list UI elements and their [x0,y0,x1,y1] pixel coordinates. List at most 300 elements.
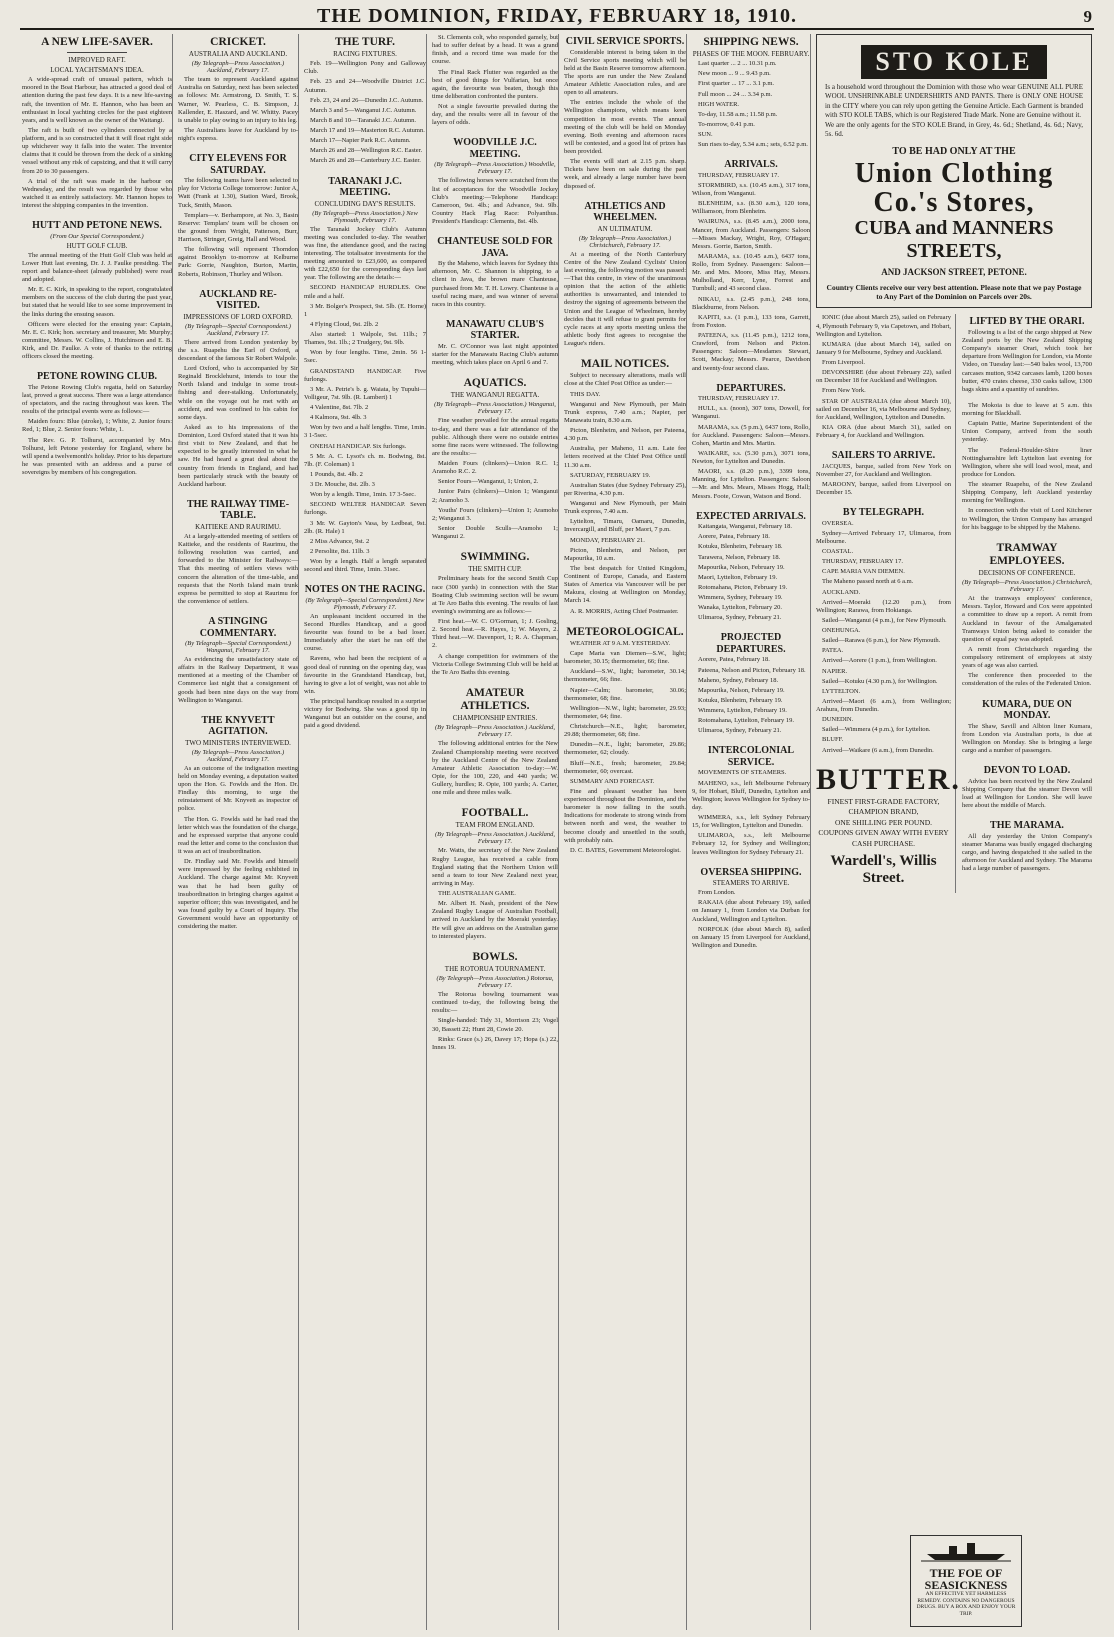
paragraph: Captain Pattie, Marine Superintendent of the Union Company, arrived from the south yesterday. [962,420,1092,444]
article-heading: TARANAKI J.C. MEETING. [328,175,402,199]
butter-line: ONE SHILLING PER POUND. [834,817,933,827]
paragraph: DUNEDIN. [822,716,854,724]
seasickness-text: AN EFFECTIVE YET HARMLESS REMEDY. CONTAINS NO DANGEROUS DRUGS. BUY A BOX AND ENJOY YOUR TRIP. [916,1591,1016,1617]
article-racing-notes [304,582,426,732]
paragraph: Maori, Lyttelton, February 19. [698,573,778,581]
article-body [178,177,298,279]
paragraph: LYTTELTON. [822,687,861,695]
paragraph: Wanganui and New Plymouth, per Main Trunk express, 7.40 a.m.; Napier, per Manawatu train, 8.30 a.m. [564,400,686,424]
paragraph: Sailed—Rarawa (6 p.m.), for New Plymouth. [822,637,941,645]
paragraph: THURSDAY, FEBRUARY 17. [822,558,904,566]
race-line: Won by two and a half lengths. Time, 1min. 3 1-5sec. [304,424,426,440]
article-credit: (By Telegraph—Press Association.) Auckland, February 17. [434,724,556,739]
article-heading: TRAMWAY EMPLOYEES. [989,541,1065,567]
paragraph: DEVONSHIRE (due about February 22), sailed on December 18 for Auckland and Wellington. [816,369,951,385]
butter-line: COUPONS GIVEN AWAY WITH EVERY CASH PURCHASE. [818,828,949,848]
paragraph: The Federal-Houlder-Shire liner Nottinghamshire left Lyttelton last evening for Wellington, where she will load wool, meat, and produce for London. [962,446,1092,478]
article-subheading: TWO MINISTERS INTERVIEWED. [185,738,291,747]
article-body [962,778,1092,811]
paragraph: Kotuku, Blenheim, February 18. [698,543,783,551]
article-credit: (By Telegraph—Press Association.) Wanganui, February 17. [434,401,556,416]
article-body [692,889,810,950]
article-body [304,226,426,575]
paragraph: KAPITI, s.s. (1 p.m.), 133 tons, Garrett, from Foxton. [692,313,810,329]
paragraph: OVERSEA. [822,519,854,527]
article-body [432,343,558,367]
paragraph: Tarawera, Nelson, February 18. [698,553,781,561]
paragraph: A change competition for swimmers of the Victoria College Swimming Club will be held at the Te Aro Baths this evening. [432,652,558,676]
paragraph: The team to represent Auckland against Australia on Saturday, next has been selected as follows: Mr. Armstrong, D. Smith, T. S. Warner, W. Pearless, C. B. Simpson, J. Kallender, E. Haszard, and W. Whitty. Pacey is unable to play owing to an injury to his leg. [178,76,298,124]
paragraph: At a largely-attended meeting of settlers of Kaitieke, and the residents of Raurimu, the following resolution was carried, and forwarded to the Minister for Railways:—That this meeting of settlers views with concern the alteration of the time-table, and requests that the North Island main trunk express be permitted to stop at Raurimu for the convenience of settlers. [178,532,298,605]
shipping-left-column [816,314,961,893]
race-line: 1 Pounds, 8st. 4lb. 2 [310,470,363,478]
store-branch: AND JACKSON STREET, PETONE. [881,267,1027,278]
paragraph: Junior Pairs (clinkers)—Union 1; Wanganui 2; Aramoho 3. [432,488,558,504]
article-kumara [962,697,1092,758]
article-body [22,76,172,210]
article-aquatics [432,375,558,543]
paragraph: Templars—v. Berhampore, at No. 3, Basin Reserve: Templars' team will be chosen on the ground from Wright, Patterson, Burr, Harrison, Stringer, Greig, Hall and Wood. [178,211,298,244]
paragraph: HULL, s.s. (noon), 307 tons, Dowell, for Wanganui. [692,405,810,421]
article-shipping-notes [962,402,1092,534]
article-body [432,991,558,1052]
paragraph: Maheno, Sydney, February 18. [698,676,779,684]
article-heading: DEVON TO LOAD. [983,765,1071,777]
paragraph: Maiden fours: Blue (stroke), 1; White, 2. Junior fours: Red, 1; Blue, 2. Senior fours: White, 1. [22,418,172,434]
paragraph: All day yesterday the Union Company's steamer Marama was busily engaged discharging cargo, and having despatched it she sailed in the afternoon for Auckland and Sydney. The Marama had a large number of passengers. [962,832,1092,873]
article-woodville [432,135,558,228]
article-projected-departures [692,630,810,737]
article-subheading: CHAMPIONSHIP ENTRIES. [452,714,538,723]
article-body [432,847,558,940]
article-body [962,833,1092,874]
paragraph: Bluff—N.E., fresh; barometer, 29.84; thermometer, 60; overcast. [564,759,686,775]
race-line: ONEHAI HANDICAP. Six furlongs. [310,442,407,450]
article-railway-timetable [178,497,298,608]
race-line: 3 Mr. W. Gayton's Vasa, by Ledbeat, 9st. 2lb. (R. Hale) 1 [304,519,426,535]
paragraph: STORMBIRD, s.s. (10.45 a.m.), 317 tons, Wilson, from Wanganui. [692,181,810,198]
paragraph: Rinks: Grace (s.) 26, Davey 17; Hopa (s.) 22, Innes 19. [432,1035,558,1051]
article-body [564,251,686,349]
article-body [816,520,951,755]
paragraph: Napier—Calm; barometer, 30.06; thermometer, 68; fine. [564,686,686,702]
article-body [962,723,1092,756]
fixture-line: Feb. 23, 24 and 26—Dunedin J.C. Autumn. [310,96,424,104]
paragraph: Sailed—Wanganui (4 p.m.), for New Plymouth. [822,616,947,624]
article-city-elevens [178,151,298,281]
paragraph: Arrived—Moeraki (12.20 p.m.), from Wellington; Rarawa, from Hokianga. [816,598,951,614]
article-heading: OVERSEA SHIPPING. [700,866,802,878]
article-subheading: IMPRESSIONS OF LORD OXFORD. [183,312,293,321]
paragraph: Lyttelton, Timaru, Oamaru, Dunedin, Invercargill, and Bluff, per Maori, 7 p.m. [564,518,686,534]
paragraph: The following teams have been selected to play for Victoria College tomorrow: Junior A, Watt (Frank at 1.30), Station Ward, Brook, Tuck, Smith, Mason. [178,177,298,209]
paragraph: MARAMA, s.s. (5 p.m.), 6437 tons, Rollo, for Auckland. Passengers: Saloon—Messrs. Cohen, Martin and Mrs. Martin. [692,423,810,447]
paragraph: NIKAU, s.s. (2.45 p.m.), 248 tons, Blackburne, from Nelson. [692,295,810,311]
paragraph: Pateena, Nelson and Picton, February 18. [698,666,806,674]
paragraph: Auckland—S.W., light; barometer, 30.14; thermometer, 66; fine. [564,668,686,684]
article-mail-notices [564,356,686,618]
race-line: SECOND HANDICAP HURDLES. One mile and a half. [304,284,426,300]
article-heading: ATHLETICS AND WHEELMEN. [584,200,666,224]
article-heading: INTERCOLONIAL SERVICE. [707,745,795,768]
paragraph: Mr. C. O'Connor was last night appointed starter for the Manawatu Racing Club's autumn meeting, which takes place on April 6 and 7. [432,342,558,367]
newspaper-title: THE DOMINION, FRIDAY, FEBRUARY 18, 1910. [317,5,797,27]
article-subheading: AN ULTIMATUM. [597,224,653,233]
article-heading: CRICKET. [210,36,266,48]
article-body [692,60,810,149]
paragraph: THURSDAY, FEBRUARY 17. [698,395,780,403]
article-taranaki-meeting [304,174,426,577]
article-heading: FOOTBALL. [461,807,529,820]
paragraph: Wanganui and New Plymouth, per Main Trunk express, 7.40 a.m. [564,500,686,516]
paragraph: Ulimaroa, Sydney, February 21. [698,614,782,622]
paragraph: The Petone Rowing Club's regatta, held on Saturday last, proved a great success. There was a large attendance of spectators, and the racing throughout was keen. The results of the principal events were as follows:— [22,383,172,416]
article-petone-rowing [22,369,172,479]
paragraph: The events will start at 2.15 p.m. sharp. Tickets have been on sale during the past week, and already a large number have been disposed of. [564,158,686,190]
column-6 [692,34,811,1630]
paragraph: The steamer Ruapehu, of the New Zealand Shipping Company, left Auckland yesterday morning for Wellington. [962,481,1092,505]
butter-advertisement [816,762,961,888]
race-line: 3 Mr. A. Petrie's b. g. Waiata, by Tupuhi—Volligeur, 7st. 9lb. (R. Lambert) 1 [304,385,426,401]
paragraph: Considerable interest is being taken in the Civil Service sports meeting which will be held at the Basin Reserve tomorrow afternoon. The sports are run under the New Zealand Amateur Athletic Association rules, and are open to all amateurs. [564,48,686,97]
paragraph: Sailed—Kotuku (4.30 p.m.), for Wellington. [822,677,938,685]
column-1 [22,34,173,1630]
article-by-telegraph [816,505,951,757]
paragraph: Fine weather prevailed for the annual regatta to-day, and there was a fair attendance of the public. Although there were no outside entries some fine races were witnessed. The following are the results:— [432,417,558,457]
article-meteorological [564,624,686,857]
paragraph: Maiden Fours (clinkers)—Union R.C. 1; Aramoho R.C. 2. [432,460,558,476]
article-subheading: LOCAL YACHTSMAN'S IDEA. [50,66,144,75]
sto-kole-advertisement [816,34,1092,308]
paragraph: The Mokoia is due to leave at 5 a.m. this morning for Blackball. [962,401,1092,418]
article-civil-service-sports [564,34,686,193]
paragraph: Kaitangata, Wanganui, February 18. [698,523,792,531]
article-life-saver [22,34,172,212]
paragraph: Sun rises to-day, 5.34 a.m.; sets, 6.52 p.m. [698,141,808,149]
paragraph: Arrived—Waikare (6 a.m.), from Dunedin. [822,746,934,754]
article-subheading: IMPROVED RAFT. [68,56,126,65]
fixture-line: March 17 and 19—Masterton R.C. Autumn. [310,127,425,135]
article-credit: (By Telegraph—Press Association.) New Plymouth, February 17. [312,209,418,224]
article-credit: (By Telegraph—Special Correspondent.) Wanganui, February 17. [185,640,291,655]
paragraph: NORFOLK (due about March 8), sailed on January 15 from Liverpool for Auckland, Wellington and Dunedin. [692,925,810,949]
article-body [432,260,558,309]
ship-icon [921,1538,1011,1562]
fixture-line: March 3 and 5—Wanganui J.C. Autumn. [310,106,417,114]
paragraph: Senior Fours—Wanganui, 1; Union, 2. [438,478,539,486]
paragraph: The Rotorua bowling tournament was continued to-day, the following being the results:— [432,991,558,1015]
paragraph: Kotuku, Blenheim, February 19. [698,696,783,704]
article-credit: (By Telegraph—Press Association.) Auckland, February 17. [191,60,285,75]
paragraph: CAPE MARIA VAN DIEMEN. [822,568,905,576]
article-heading: THE TURF. [334,36,396,48]
paragraph: PATEA. [822,647,844,655]
paragraph: THIS DAY. [570,390,601,398]
paragraph: MAHENO, s.s., left Melbourne February 9, for Hobart, Bluff, Dunedin, Lyttelton and Wellington; leaves Wellington for Sydney to-day. [692,779,810,811]
paragraph: Mapourika, Nelson, February 19. [698,686,785,694]
article-credit: (By Telegraph—Special Correspondent.) Auckland, February 17. [185,322,291,337]
article-body [178,656,298,705]
paragraph: ONEHUNGA. [822,627,861,635]
article-heading: BOWLS. [472,950,518,963]
paragraph: Full moon ... 24 ... 3.34 p.m. [698,90,773,98]
paragraph: SUMMARY AND FORECAST. [570,777,655,785]
race-line: 4 Kalmora, 9st. 4lb. 3 [310,414,367,422]
article-body [22,252,172,362]
column-7 [816,34,1092,1630]
article-heading: MANAWATU CLUB'S STARTER. [446,318,544,342]
article-credit: (By Telegraph—Press Association.) Auckland, February 17. [191,748,285,763]
article-body [692,656,810,735]
paragraph: Single-handed: Tidy 31, Morrison 23; Vogel 30, Bassett 22; Hunt 28, Cowie 20. [432,1017,558,1033]
paragraph: Arrived—Aorere (1 p.m.), from Wellington. [822,657,937,665]
article-heading: KUMARA, DUE ON MONDAY. [982,698,1072,722]
paragraph: Fine and pleasant weather has been experienced throughout the Dominion, and the barometer is now falling in the south. Indications for moderate to strong winds from between north and west, the weather to become cloudy and unsettled in the south, with probably rain. [564,787,686,844]
article-body [432,417,558,541]
butter-line: CHAMPION BRAND, [848,807,919,817]
masthead [20,4,1094,30]
article-body [178,533,298,606]
article-heading: MAIL NOTICES. [580,358,670,371]
ad-footnote: Country Clients receive our very best attention. Please note that we pay Postage to Any Part of the Dominion on Parcels over 20s. [826,283,1082,302]
divider [67,52,127,53]
article-body [432,740,558,797]
article-credit: (By Telegraph—Special Correspondent.) New Plymouth, February 17. [305,596,425,611]
article-body [22,384,172,477]
sto-kole-logo: STO KOLE [861,45,1046,79]
race-line: SECOND WELTER HANDICAP. Seven furlongs. [304,501,426,517]
article-stinging-commentary [178,614,298,707]
ad-text: TO BE HAD ONLY AT THE [892,145,1016,157]
paragraph: There arrived from London yesterday by the s.s. Ruapehu the Earl of Oxford, a descendant of the famous Sir Robert Walpole. [178,338,298,362]
paragraph: Subject to necessary alterations, mails will close at the Chief Post Office as under:— [564,372,686,388]
article-body [432,177,558,226]
paragraph: Sailed—Wimmera (4 p.m.), for Lyttelton. [822,726,931,734]
paragraph: Senior Double Sculls—Aramoho 1; Wanganui 2. [432,524,558,541]
paragraph: Mr. E. C. Kirk, in speaking to the report, congratulated members on the success of the club during the past year, but stated that he would like to see some improvement in the links during the ensuing season. [22,286,172,318]
paragraph: By the Maheno, which leaves for Sydney this afternoon, Mr. C. Shannon is shipping, to a client in Java, the brown mare Chanteuse, purchased from Mr. T. H. Lowry. Chanteuse is a useful racing mare, and was winner of several races in this country. [432,260,558,308]
paragraph: The conference then proceeded to the consideration of the rules of the Federated Union. [962,672,1092,688]
store-name: Union Clothing Co.'s Stores, [854,157,1054,219]
article-heading: BY TELEGRAPH. [842,507,925,519]
article-subheading: THE SMITH CUP. [468,565,522,574]
article-subheading: TEAM FROM ENGLAND. [455,821,535,830]
paragraph: Picton, Blenheim, and Nelson, per Mapourika, 10 a.m. [564,546,686,562]
article-orari [962,314,1092,396]
article-intercolonial-service [692,743,810,858]
paragraph: THE AUSTRALIAN GAME. [438,890,516,898]
paragraph: St. Clements colt, who responded gamely, but had to suffer defeat by a head. It was a grand finish, and a record time was made for the course. [432,34,558,66]
article-heading: EXPECTED ARRIVALS. [696,510,806,522]
paragraph: STAR OF AUSTRALIA (due about March 10), sailed on December 16, via Melbourne and Sydney, for Auckland, Wellington, Lyttelton and Dunedin. [816,397,951,421]
paragraph: Ravens, who had been the recipient of a good deal of running on the opening day, was favourite in the Grandstand Handicap, but, having to give a lot of weight, was not able to win. [304,655,426,695]
article-heading: SHIPPING NEWS. [703,36,799,48]
fixture-line: Feb. 19—Wellington Pony and Galloway Club. [304,60,426,76]
paragraph: Arrived—Maori (6 a.m.), from Wellington; Arahura, from Dunedin. [816,697,951,714]
paragraph: COASTAL. [822,548,854,556]
article-heading: THE MARAMA. [990,820,1064,832]
article-bowls [432,949,558,1054]
paragraph: First heat.—W. C. O'Gorman, 1; J. Gosling, 2. Second heat.—R. Hayes, 1; W. Mayers, 2. Third heat.—W. Davenport, 1; R. A. Chapman, 2. [432,618,558,650]
article-heading: DEPARTURES. [716,382,786,394]
article-heading: CIVIL SERVICE SPORTS. [565,36,685,47]
article-manawatu [432,317,558,369]
column-2 [178,34,299,1630]
article-credit: (By Telegraph—Press Association.) Woodville, February 17. [434,161,556,176]
paragraph: Wellington—N.W., light; barometer, 29.93; thermometer, 64; fine. [564,704,686,720]
article-body [692,172,810,373]
paragraph: MAORI, s.s. (8.20 p.m.), 3399 tons, Manning, for Lyttelton. Passengers: Saloon—Mr. and Mrs. Mears, Misses Hogg, Hall; Messrs. Foote, Cowan, Watson and Bond. [692,468,810,500]
article-credit: (By Telegraph—Press Association.) Christchurch, February 17. [962,579,1092,594]
paragraph: JACQUES, barque, sailed from New York on November 27, for Auckland and Wellington. [816,462,951,478]
column-3 [304,34,427,1630]
paragraph: WEATHER AT 9 A.M. YESTERDAY. [570,639,671,647]
paragraph: Not a single favourite prevailed during the day, and the results were all in favour of the layers of odds. [432,103,558,127]
paragraph: Dr. Findlay said Mr. Fowlds and himself were impressed by the feeling exhibited in Auckland. The charge against Mr. Knyvett was that he had been guilty of insubordination in bringing charges against a superior officer; this was investigated, and he was found guilty by a Court of Inquiry. The Government would have an opportunity of considering the matter. [178,858,298,931]
paragraph: MOVEMENTS OF STEAMERS. [698,769,787,777]
paragraph: In connection with the visit of Lord Kitchener to Wellington, the Union Company has arranged for his baggage to be shipped by the Maheno. [962,507,1092,531]
race-line: 4 Valentine, 8st. 7lb. 2 [310,404,369,412]
race-line: 5 Mr. A. C. Lysot's ch. m. Bodwing, 8st. 7lb. (F. Coleman) 1 [304,452,426,468]
paragraph: To-day, 11.58 a.m.; 11.58 p.m. [698,110,778,118]
paragraph: Preliminary heats for the second Smith Cup race (300 yards) in connection with the Star Boating Club swimming section will be swum at Te Aro Baths this evening. The results of last evening's swimming are as follows:— [432,575,558,615]
article-auckland-revisited [178,287,298,491]
article-turf [304,34,426,168]
paragraph: From London. [698,889,736,897]
article-body [692,769,810,856]
race-line: GRANDSTAND HANDICAP. Five furlongs. [304,367,426,383]
paragraph: Lord Oxford, who is accompanied by Sir Reginald Brocklehurst, intends to tour the North Island and indulge in some trout-fishing and deer-stalking. Unfortunately, while on the voyage out he met with an accident, and was confined to his cabin for some days. [178,365,298,421]
column-4 [432,34,559,1630]
race-line: 3 Dr. Mouche, 8st. 2lb. 3 [310,481,375,489]
article-marama [962,818,1092,875]
butter-shop: Wardell's, Willis Street. [830,853,937,887]
paragraph: At a meeting of the North Canterbury Centre of the New Zealand Cyclists' Union last evening, the following motion was passed:—That this centre, in view of the unanimous opinion that the action of the athletic authorities is unwarranted, and intended to destroy the signing of agreements between the Union and the League of Wheelmen, hereby decides that it will refuse to grant permits for cycle races at any sports meeting unless the athletic body first agrees to recognise the League's riders. [564,250,686,347]
article-tramway-employees [962,540,1092,691]
paragraph: Wanaka, Lyttelton, February 20. [698,604,782,612]
paragraph: Christchurch—N.E., light; barometer, 29.88; thermometer, 68; fine. [564,723,686,739]
article-body [564,640,686,855]
article-heading: SWIMMING. [460,551,530,564]
paragraph: From New York. [822,387,866,395]
paragraph: BLENHEIM, s.s. (8.30 a.m.), 120 tons, Williamson, from Blenheim. [692,200,810,216]
fixture-line: March 26 and 28—Wellington R.C. Easter. [310,147,423,155]
paragraph: BLUFF. [822,736,844,744]
article-body [304,60,426,165]
article-body [178,76,298,143]
paragraph: Ulimaroa, Sydney, February 21. [698,727,782,735]
article-body [564,372,686,615]
article-heading: HUTT AND PETONE NEWS. [32,220,162,232]
paragraph: PATEENA, s.s. (11.45 p.m.), 1212 tons, Crawford, from Nelson and Picton. Passengers: Saloon—Mesdames Stewart, Scott, Mackay; Messrs. Pearce, Davidson and twenty-four second class. [692,332,810,372]
paragraph: MAROONY, barque, sailed from Liverpool on December 15. [816,480,951,497]
paragraph: Wimmera, Lyttelton, February 19. [698,707,787,715]
butter-line: FINEST FIRST-GRADE FACTORY, [827,796,940,806]
article-heading: SAILERS TO ARRIVE. [831,450,936,462]
paragraph: MARAMA, s.s. (10.45 a.m.), 6437 tons, Rollo, from Sydney. Passengers: Saloon—Mr. and Mrs. Moore, Miss Hay, Messrs. Mulholland, Kerr, Lyne, Forrest and Turnbull; and 43 second class. [692,252,810,293]
paragraph: New moon ... 9 ... 9.43 p.m. [698,70,771,78]
article-credit: (By Telegraph—Press Association.) Rotorua, February 17. [436,975,554,990]
article-body [178,339,298,489]
paragraph: Officers were elected for the ensuing year: Captain, Mr. E. C. Kirk; hon. secretary and treasurer, Mr. Murphy; committee, Messrs. W. Collins, J. Hutchinson and E. B. Kirk, and Dr. Faulke. A vote of thanks to the retiring officers closed the meeting. [22,320,172,361]
article-subheading: DECISIONS OF CONFERENCE. [978,569,1076,578]
article-heading: THE KNYVETT AGITATION. [201,714,275,738]
paragraph: A. R. MORRIS, Acting Chief Postmaster. [570,607,679,615]
article-subheading: AUSTRALIA AND AUCKLAND. [188,50,288,59]
ad-text: Is a household word throughout the Dominion with those who wear GENUINE ALL PURE WOOL UNSHRINKABLE UNDERSHIRTS AND PANTS. There is ONLY ONE HOUSE in the CITY where you can rely upon getting the Genuine Article. Each Garment is branded with STO KOLE TABS, which is our Registered Trade Mark. None are Genuine without it. [825,83,1083,120]
article-sailers [816,448,951,499]
article-heading: A STINGING COMMENTARY. [199,616,277,639]
paragraph: To-morrow, 0.41 p.m. [698,120,755,128]
fixture-line: March 26 and 28—Canterbury J.C. Easter. [310,157,421,165]
article-body [692,523,810,622]
article-heading: CITY ELEVENS FOR SATURDAY. [189,153,287,176]
seasickness-title: THE FOE OF SEASICKNESS [924,1566,1008,1592]
paragraph: The following horses were scratched from the list of acceptances for the Woodville Jockey Club's meeting:—Telephone Handicap: Cameroon, 9st. 4lb.; and Advance, 9st. 9lb. Country Hack Flag Race: Polyanthus. President's Handicap: Clements, 8st. 4lb. [432,177,558,225]
paragraph: The Final Rack Flutter was regarded as the best of good things for Vulfarian, but once again, the favourite was beaten, though this time deliberation confronted the punters. [432,68,558,100]
paragraph: Youths' Fours (clinkers)—Union 1; Aramoho 2; Wanganui 3. [432,506,558,522]
article-arrivals [692,157,810,374]
paragraph: The Taranaki Jockey Club's Autumn meeting was concluded to-day. The weather was fine, the attendance good, and the racing interesting. The totalisator investments for the meeting amounted to £23,600, as compared with £22,650 for the corresponding days last year. The following are the details:— [304,225,426,282]
paragraph: The following additional entries for the New Zealand Championship meeting were received by the Auckland Centre of the New Zealand Amateur Athletic Association to-day:—W. Opie, for the 100, 220, and 440 yards; W. Gullery, hurdles; R. Opie, 100 yards; A. Carter, one mile and three miles walk. [432,740,558,797]
paragraph: From Liverpool. [822,359,865,367]
paragraph: KIA ORA (due about March 31), sailed on February 4, for Auckland and Wellington. [816,423,951,440]
paragraph: Aorere, Patea, February 18. [698,533,770,541]
article-hutt-petone [22,218,172,363]
paragraph: KUMARA (due about March 14), sailed on January 9 for Melbourne, Sydney and Auckland. [816,340,951,356]
store-address: CUBA and MANNERS STREETS, [854,217,1054,263]
paragraph: Wimmera, Sydney, February 19. [698,594,783,602]
article-heading: PROJECTED DEPARTURES. [716,632,786,655]
paragraph: SUN. [698,131,713,139]
paragraph: The best despatch for United Kingdom, Continent of Europe, Canada, and Eastern States of America via Vancouver will be per Makura, closing at Wellington on Monday, March 14. [564,564,686,605]
article-heading: NOTES ON THE RACING. [304,584,426,596]
article-credit: (From Our Special Correspondent.) [50,232,144,240]
race-line: 3 Mr. Bolger's Prospect, 9st. 5lb. (E. Horne) 1 [304,302,426,318]
article-body [962,402,1092,532]
article-expected-arrivals [692,509,810,625]
paragraph: NAPIER. [822,667,848,675]
article-subheading: KAITIEKE AND RAURIMU. [195,522,281,531]
race-line: Also started: 1 Walpole, 9st. 11lb.; 7 Thames, 9st. 1lb.; 2 Trudgery, 9st. 9lb. [304,331,426,347]
race-line: 4 Flying Cloud, 9st. 2lb. 2 [310,320,379,328]
paragraph: HIGH WATER. [698,100,740,108]
paragraph: Rotomahana, Lyttelton, February 19. [698,717,795,725]
paragraph: The annual meeting of the Hutt Golf Club was held at Lower Hutt last evening, Dr. J. J. Faulke presiding. The report and balance-sheet (already published) were read and adopted. [22,251,172,284]
paragraph: An unpleasant incident occurred in the Second Hurdles Handicap, and a good favourite was found to be a bad loser. Immediately after the start he ran off the course. [304,612,426,653]
race-line: 2 Persolite, 8st. 11lb. 3 [310,547,370,555]
seasickness-advertisement [910,1535,1022,1627]
paragraph: The raft is built of two cylinders connected by a platform, and is so constructed that it will float right side up whichever way it falls into the water. The inventor claims that it could be thrown from the deck of a sinking vessel without any risk of capsizing, and that it will carry from 20 to 30 passengers. [22,126,172,175]
paragraph: The Shaw, Savill and Albion liner Kumara, from London via Australian ports, is due at Wellington on Monday. She is bringing a large cargo and a number of passengers. [962,722,1092,754]
paragraph: SATURDAY, FEBRUARY 19. [570,471,651,479]
paragraph: Last quarter ... 2 ... 10.31 p.m. [698,60,777,68]
article-devon [962,763,1092,812]
fixture-line: March 17—Napier Park R.C. Autumn. [310,137,411,145]
paragraph: A remit from Christchurch regarding the compulsory retirement of employees at sixty years of age was also carried. [962,645,1092,670]
article-heading: AMATEUR ATHLETICS. [460,686,530,713]
paragraph: Sydney—Arrived February 17, Ulimaroa, from Melbourne. [816,529,951,545]
paragraph: Aorere, Patea, February 18. [698,656,770,664]
article-shipping-news [692,34,810,151]
article-subheading: THE ROTORUA TOURNAMENT. [444,965,546,974]
article-subheading: RACING FIXTURES. [333,50,397,59]
article-body [432,575,558,677]
butter-title: BUTTER. [816,762,961,796]
article-credit: (By Telegraph—Press Association.) Auckland, February 17. [434,831,556,846]
paragraph: THURSDAY, FEBRUARY 17. [698,171,780,179]
article-subheading: PHASES OF THE MOON. FEBRUARY. [692,50,810,59]
